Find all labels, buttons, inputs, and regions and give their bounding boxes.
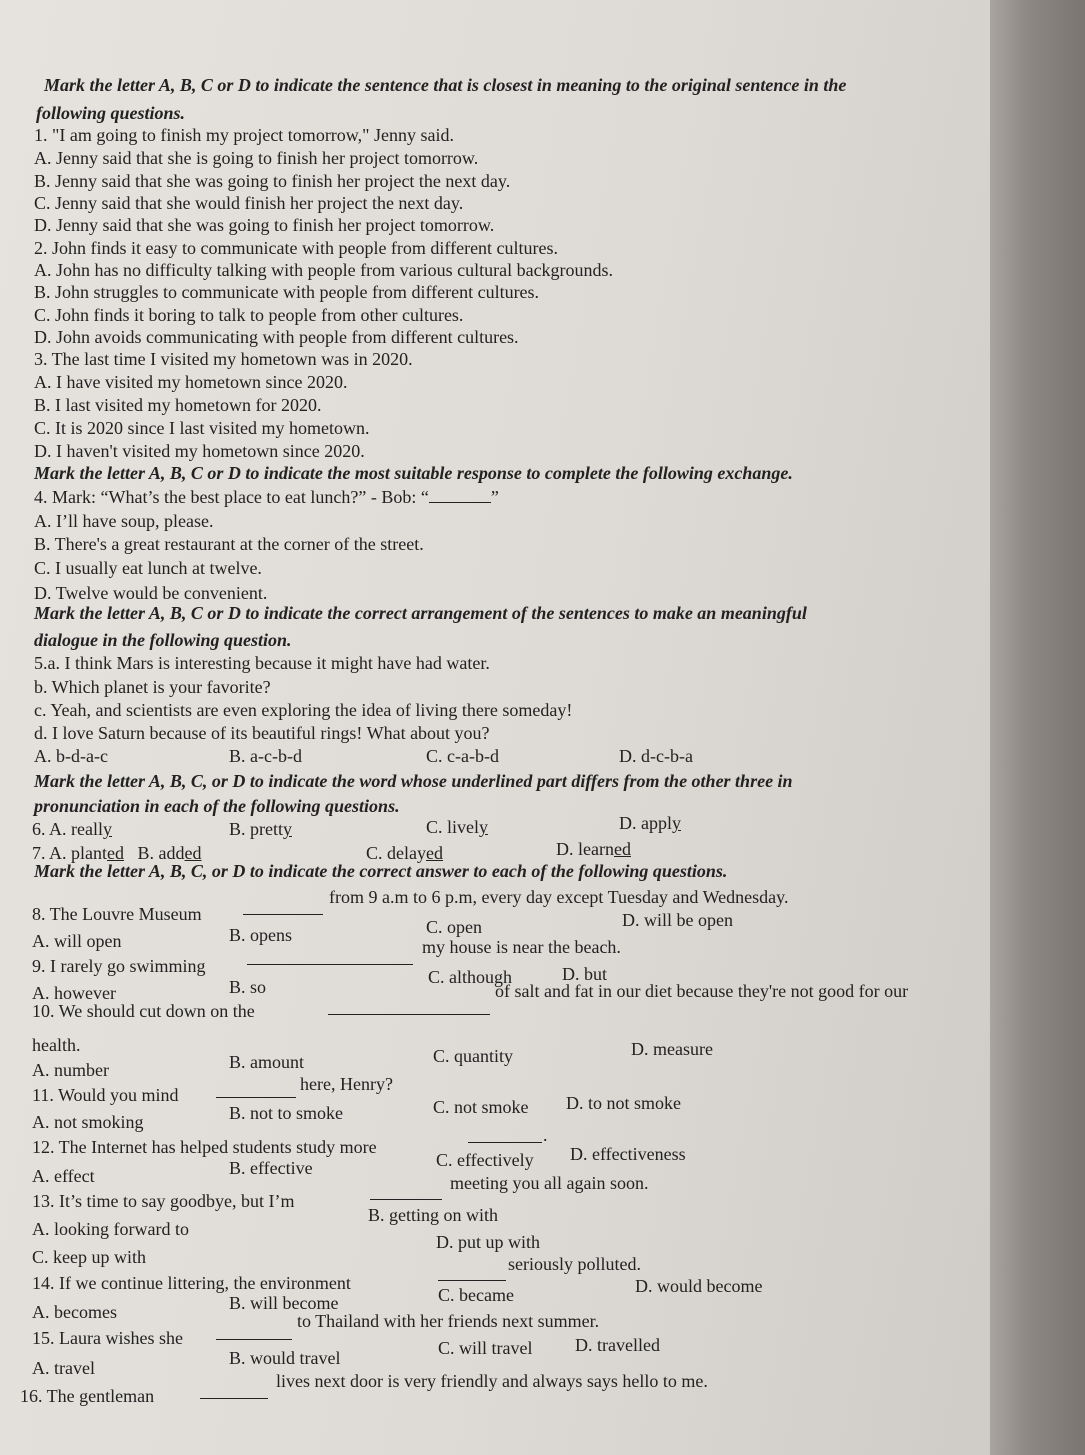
q12-option-a: A. effect xyxy=(32,1166,95,1186)
q2-option-a: A. John has no difficulty talking with people from various cultural backgrounds. xyxy=(34,260,614,280)
q1-option-b: B. Jenny said that she was going to finish her project the next day. xyxy=(34,171,511,191)
q6-d-underlined: y xyxy=(672,813,681,833)
q8-option-a: A. will open xyxy=(32,931,122,951)
q10-stem-post: of salt and fat in our diet because they're not good for our xyxy=(495,981,909,1001)
q10-option-a: A. number xyxy=(32,1060,109,1080)
q15-option-b: B. would travel xyxy=(229,1348,341,1368)
q7-number: 7. xyxy=(32,843,46,863)
q3-option-a: A. I have visited my hometown since 2020. xyxy=(34,372,348,392)
q16-answer-blank xyxy=(200,1384,268,1399)
q14-option-d: D. would become xyxy=(635,1276,763,1296)
q7-c-underlined: ed xyxy=(426,843,443,863)
q3-option-c: C. It is 2020 since I last visited my hometown. xyxy=(34,418,370,438)
q8-stem-pre: 8. The Louvre Museum xyxy=(32,904,202,924)
q8-stem-post: from 9 a.m to 6 p.m, every day except Tuesday and Wednesday. xyxy=(329,887,789,907)
q3-option-d: D. I haven't visited my hometown since 2020. xyxy=(34,441,365,461)
q11-stem-pre: 11. Would you mind xyxy=(32,1085,179,1105)
q1-stem: 1. "I am going to finish my project tomorrow," Jenny said. xyxy=(34,125,454,145)
q14-option-b: B. will become xyxy=(229,1293,339,1313)
q10-stem-cont: health. xyxy=(32,1035,81,1055)
q15-answer-blank xyxy=(216,1325,292,1340)
instruction-response: Mark the letter A, B, C or D to indicate the most suitable response to complete the following exchange. xyxy=(34,463,793,483)
q7-c-word: C. delay xyxy=(366,843,426,863)
q2-option-b: B. John struggles to communicate with people from different cultures. xyxy=(34,282,540,302)
q11-option-b: B. not to smoke xyxy=(229,1103,344,1123)
q9-option-c: C. although xyxy=(428,967,512,987)
q16-stem-post: lives next door is very friendly and always says hello to me. xyxy=(276,1371,708,1391)
instruction-pronunciation-1: Mark the letter A, B, C, or D to indicate the word whose underlined part differs from the other three in xyxy=(34,771,793,791)
q6-b-underlined: y xyxy=(283,819,292,839)
q3-option-b: B. I last visited my hometown for 2020. xyxy=(34,395,322,415)
q13-answer-blank xyxy=(370,1185,442,1200)
q4-option-d: D. Twelve would be convenient. xyxy=(34,583,268,603)
q9-answer-blank xyxy=(247,950,413,965)
q5-option-c: C. c-a-b-d xyxy=(426,746,499,766)
q2-option-c: C. John finds it boring to talk to people from other cultures. xyxy=(34,305,464,325)
q6-a-word: A. reall xyxy=(49,819,103,839)
q4-answer-blank xyxy=(429,488,491,503)
q16-stem-pre: 16. The gentleman xyxy=(20,1386,155,1406)
q6-c-word: C. livel xyxy=(426,817,479,837)
q1-option-c: C. Jenny said that she would finish her project the next day. xyxy=(34,193,464,213)
q7-d-underlined: ed xyxy=(613,839,631,859)
instruction-answer: Mark the letter A, B, C, or D to indicate the correct answer to each of the following questions. xyxy=(34,861,728,881)
q14-answer-blank xyxy=(438,1266,506,1281)
q1-option-a: A. Jenny said that she is going to finish her project tomorrow. xyxy=(34,148,479,168)
q4-option-a: A. I’ll have soup, please. xyxy=(34,511,214,531)
q9-option-d: D. but xyxy=(562,964,607,984)
q6-option-c xyxy=(426,816,488,838)
q10-option-d: D. measure xyxy=(631,1039,713,1059)
q13-option-b: B. getting on with xyxy=(368,1205,498,1225)
q5-option-a: A. b-d-a-c xyxy=(34,746,108,766)
q13-option-c: C. keep up with xyxy=(32,1247,146,1267)
q12-option-d: D. effectiveness xyxy=(570,1144,686,1164)
q9-stem-pre: 9. I rarely go swimming xyxy=(32,956,206,976)
q8-answer-blank xyxy=(243,900,323,915)
q11-option-a: A. not smoking xyxy=(32,1112,144,1132)
q8-option-d: D. will be open xyxy=(622,910,733,930)
q5-line-a: 5.a. I think Mars is interesting because it might have had water. xyxy=(34,653,490,673)
instruction-pronunciation-2: pronunciation in each of the following questions. xyxy=(34,796,400,816)
q14-option-a: A. becomes xyxy=(32,1302,117,1322)
q12-option-c: C. effectively xyxy=(436,1150,534,1170)
instruction-meaning-2: following questions. xyxy=(36,103,186,123)
q13-stem-pre: 13. It’s time to say goodbye, but I’m xyxy=(32,1191,295,1211)
q2-option-d: D. John avoids communicating with people from different cultures. xyxy=(34,327,519,347)
q13-option-d: D. put up with xyxy=(436,1232,541,1252)
q7-d-word: D. learn xyxy=(556,839,614,859)
q7-b-underlined: ed xyxy=(184,843,202,863)
q11-stem-post: here, Henry? xyxy=(300,1074,393,1094)
q12-option-b: B. effective xyxy=(229,1158,313,1178)
q10-stem-pre: 10. We should cut down on the xyxy=(32,1001,255,1021)
q12-answer-blank xyxy=(468,1128,542,1143)
q6-a-underlined: y xyxy=(103,819,112,839)
q6-c-underlined: y xyxy=(479,817,488,837)
instruction-meaning-1: Mark the letter A, B, C or D to indicate the sentence that is closest in meaning to the original sentence in the xyxy=(44,75,847,95)
q7-b-word: B. add xyxy=(137,843,185,863)
background-edge xyxy=(990,0,1085,1455)
q10-option-b: B. amount xyxy=(229,1052,304,1072)
q7-option-d xyxy=(556,838,631,860)
q2-stem: 2. John finds it easy to communicate with people from different cultures. xyxy=(34,238,559,258)
q13-option-a: A. looking forward to xyxy=(32,1219,189,1239)
q6-number: 6. xyxy=(32,819,46,839)
q8-option-b: B. opens xyxy=(229,925,292,945)
q5-line-d: d. I love Saturn because of its beautiful rings! What about you? xyxy=(34,723,490,743)
q14-option-c: C. became xyxy=(438,1285,514,1305)
q5-option-d: D. d-c-b-a xyxy=(619,746,693,766)
q6-option-a xyxy=(32,818,112,840)
q7-a-underlined: ed xyxy=(107,843,125,863)
q14-stem-post: seriously polluted. xyxy=(508,1254,641,1274)
q5-line-c: c. Yeah, and scientists are even exploring the idea of living there someday! xyxy=(34,700,573,720)
q4-option-b: B. There's a great restaurant at the corner of the street. xyxy=(34,534,424,554)
q11-option-c: C. not smoke xyxy=(433,1097,529,1117)
q9-option-b: B. so xyxy=(229,977,267,997)
q15-stem-post: to Thailand with her friends next summer. xyxy=(297,1311,600,1331)
q12-stem-post: . xyxy=(543,1125,548,1145)
q15-option-d: D. travelled xyxy=(575,1335,660,1355)
q8-option-c: C. open xyxy=(426,917,482,937)
q1-option-d: D. Jenny said that she was going to finish her project tomorrow. xyxy=(34,215,495,235)
q15-option-a: A. travel xyxy=(32,1358,95,1378)
q11-option-d: D. to not smoke xyxy=(566,1093,681,1113)
instruction-arrange-1: Mark the letter A, B, C or D to indicate the correct arrangement of the sentences to make an meaningful xyxy=(34,603,807,623)
q5-line-b: b. Which planet is your favorite? xyxy=(34,677,271,697)
q6-d-word: D. appl xyxy=(619,813,672,833)
q4-stem xyxy=(34,486,499,508)
q9-stem-post: my house is near the beach. xyxy=(422,937,621,957)
q10-option-c: C. quantity xyxy=(433,1046,513,1066)
q4-stem-post: ” xyxy=(490,487,499,507)
q6-option-d xyxy=(619,812,681,834)
q7-a-word: A. plant xyxy=(49,843,108,863)
q3-stem: 3. The last time I visited my hometown was in 2020. xyxy=(34,349,413,369)
q13-stem-post: meeting you all again soon. xyxy=(450,1173,649,1193)
q4-stem-pre: 4. Mark: “What’s the best place to eat lunch?” - Bob: “ xyxy=(34,487,429,507)
instruction-arrange-2: dialogue in the following question. xyxy=(34,630,292,650)
q10-answer-blank xyxy=(328,1000,490,1015)
q11-answer-blank xyxy=(216,1083,296,1098)
q15-option-c: C. will travel xyxy=(438,1338,533,1358)
q14-stem-pre: 14. If we continue littering, the environment xyxy=(32,1273,351,1293)
q5-option-b: B. a-c-b-d xyxy=(229,746,302,766)
q6-b-word: B. prett xyxy=(229,819,283,839)
q12-stem-pre: 12. The Internet has helped students study more xyxy=(32,1137,377,1157)
q6-option-b xyxy=(229,818,292,840)
q4-option-c: C. I usually eat lunch at twelve. xyxy=(34,558,262,578)
q15-stem-pre: 15. Laura wishes she xyxy=(32,1328,183,1348)
q9-option-a: A. however xyxy=(32,983,116,1003)
